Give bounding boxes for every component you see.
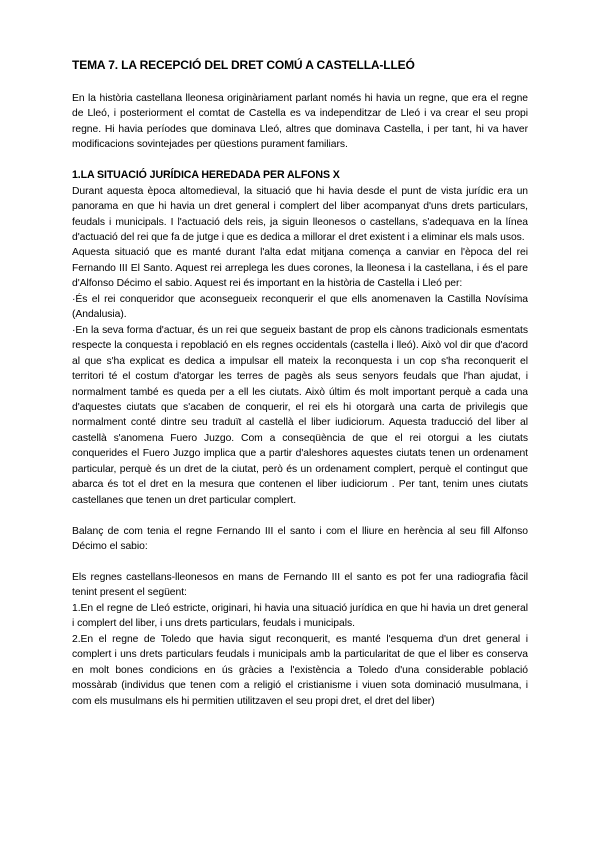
paragraph-spacer — [72, 555, 528, 570]
intro-paragraph: En la història castellana lleonesa originàriament parlant només hi havia un regne, que era el regne de Lleó, i posteriorment el comtat de Castella es va independitzar de Lleó i va crear el seu propi regne. Hi havia períodes que dominava Lleó, altres que dominava Castella, i per tant, hi va haver modificacions sovintejades per qüestions purament familiars. — [72, 93, 528, 151]
paragraph-spacer — [72, 508, 528, 523]
section-1-bullet-1: ·És el rei conqueridor que aconsegueix reconquerir el que ells anomenaven la Castilla Novísima (Andalusia). — [72, 293, 528, 321]
section-1-list-item-1: 1.En el regne de Lleó estricte, originari, hi havia una situació jurídica en que hi havia un dret general i complert del liber, i uns drets particulars, feudals i municipals. — [72, 602, 528, 630]
section-1-paragraph-3: Balanç de com tenia el regne Fernando III el santo i com el lliure en herència al seu fill Alfonso Décimo el sabio: — [72, 525, 528, 553]
section-1-bullet-2: ·En la seva forma d'actuar, és un rei que segueix bastant de prop els cànons tradicionals esmentats respecte la conquesta i repoblació en els regnes occidentals (castella i lleó). Això vol dir que d'acord al que s'ha explicat es dedica a impulsar ell mateix la reconquesta i un cop s'ha reconquerit el territori té el costum d'atorgar les terres de pagès als seus senyors feudals que l'han ajudat, i normalment també es queda per a ell les ciutats. Això últim és molt important perquè a cada una d'aquestes ciutats que s'acaben de conquerir, el rei els hi otorgarà una carta de privilegis que normalment conté dintre seu traduït al castellà el liber iudiciorum. Aquesta traducció del liber al castellà s'anomena Fuero Juzgo. Com a conseqüència de que el rei otorgui a les ciutats conquerides el Fuero Juzgo implica que a partir d'aleshores aquestes ciutats tenen un ordenament particular, perquè és un dret de la ciutat, però és un ordenament complert, perquè el contingut que abarca és tot el dret en la mesura que contenen el liber iudiciorum . Per tant, tenim unes ciutats castellanes que tenen un dret particular complert. — [72, 324, 528, 506]
section-1-paragraph-2: Aquesta situació que es manté durant l'alta edat mitjana comença a canviar en l'època del rei Fernando III El Santo. Aquest rei arreplega les dues corones, la lleonesa i la castellana, i és el pare d'Alfonso Décimo el sabio. Aquest rei és important en la història de Castella i Lleó per: — [72, 247, 528, 290]
section-1-paragraph-4: Els regnes castellans-lleonesos en mans de Fernando III el santo es pot fer una radiografia fàcil tenint present el següent: — [72, 571, 528, 599]
page-title: TEMA 7. LA RECEPCIÓ DEL DRET COMÚ A CASTELLA-LLEÓ — [72, 58, 415, 72]
section-1-list-item-2: 2.En el regne de Toledo que havia sigut reconquerit, es manté l'esquema d'un dret general i complert i uns drets particulars feudals i municipals amb la particularitat de que el liber es conserva en molt bones condicions en ús gràcies a l'existència a Toledo d'una considerable població mossàrab (individus que tenen com a religió el cristianisme i viuen sota dominació musulmana, i com els musulmans els hi permitien utilitzaven el seu propi dret, el dret del liber) — [72, 633, 528, 707]
section-heading-1: 1.LA SITUACIÓ JURÍDICA HEREDADA PER ALFONS X — [72, 169, 340, 182]
section-1-paragraph-1: Durant aquesta època altomedieval, la situació que hi havia desde el punt de vista jurídic era un panorama en que hi havia un dret general i complert del liber acompanyat d'uns drets particulars, feudals i municipals. I l'actuació dels reis, ja siguin lleonesos o castellans, s'adequava en la línea d'actuació del rei que fa de jutge i que es dedica a millorar el dret existent i a eliminar els mals usos. — [72, 185, 528, 244]
paragraph-spacer — [72, 153, 528, 168]
